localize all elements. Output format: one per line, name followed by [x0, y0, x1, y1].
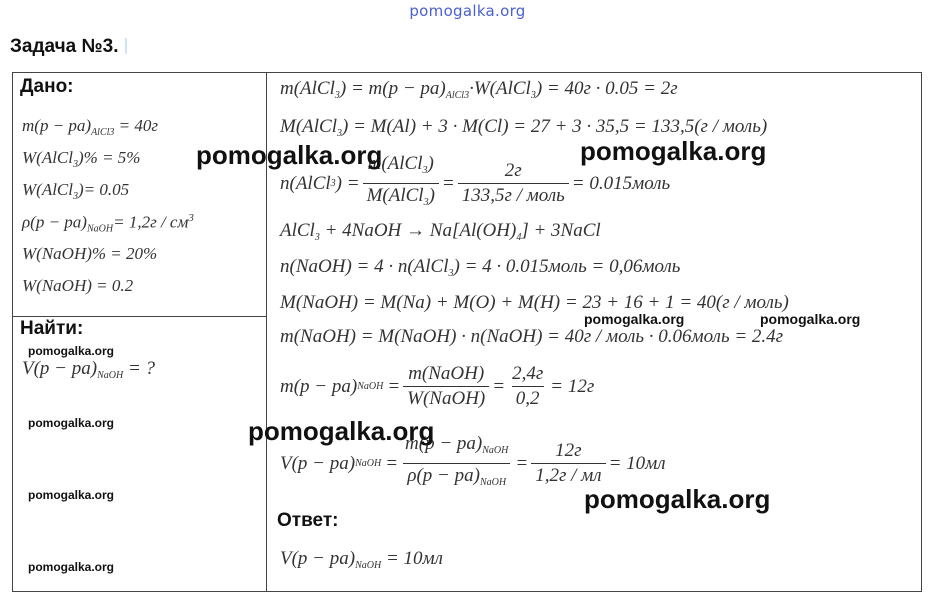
watermark: pomogalka.org [584, 484, 771, 514]
watermark: pomogalka.org [580, 136, 767, 166]
fraction-mass-values: $\frac{2,4г}{0,2}$ [512, 363, 544, 409]
find-volume: $V(p - pa)_{NaOH}$ = ? [22, 358, 156, 381]
given-w-percent: W(AlCl$_3$)% = 5% [22, 148, 141, 170]
sol-line-7: m(NaOH) = M(NaOH) · n(NaOH) = 40г / моль · 0.06моль = 2.4г [280, 326, 784, 347]
sol-line-3: n(AlCl 3 ) = $\frac{m(AlCl_3)}{M(AlCl_3)}$ = $\frac{2г}{\text{133,5г / моль}}$ = 0.015моль [280, 152, 670, 215]
sol-line-1: m(AlCl$_3$) = $m(p - pa)_{AlCl3}\cdot W(AlCl_3) = 40г \cdot 0.05 = 2г$ [280, 78, 678, 101]
site-header[interactable]: pomogalka.org [409, 2, 526, 20]
given-w-naoh-percent: W(NaOH)% = 20% [22, 244, 158, 263]
sol-line-9: V(p − pa) NaOH = $\frac{m(p - pa)_{NaOH}}{\rho(p - pa)_{NaOH}}$ = $\frac{12г}{1,2г / мл}$ = 10мл [280, 432, 666, 495]
watermark: pomogalka.org [248, 416, 435, 446]
watermark: pomogalka.org [28, 488, 115, 502]
watermark: pomogalka.org [28, 344, 115, 358]
answer-value: $V(p - pa)_{NaOH} = 10мл$ [280, 548, 443, 571]
watermark: pomogalka.org [196, 140, 383, 170]
sol-line-8: m(p − pa) NaOH = $\frac{\text{m(NaOH)}}{\text{W(NaOH)}}$ = $\frac{2,4г}{0,2}$ = 12г [280, 363, 595, 409]
sol-reaction: AlCl$_3$ + 4NaOH → $Na[Al(OH)_4]$ + 3NaCl [280, 220, 601, 243]
fraction-n-alcl3: $\frac{m(AlCl_3)}{M(AlCl_3)}$ [363, 152, 439, 215]
given-label: Дано: [20, 76, 74, 97]
watermark: pomogalka.org [28, 560, 115, 574]
text-cursor [125, 38, 127, 54]
given-density: $\rho(p - pa)_{NaOH}= 1,2г / см^3$ [22, 212, 194, 235]
sol-line-2: M(AlCl$_3$) = M(Al) + 3 · M(Cl) = 27 + 3 · 35,5 = 133,5(г / моль) [280, 116, 768, 139]
answer-label: Ответ: [277, 510, 339, 531]
fraction-volume: $\frac{m(p - pa)_{NaOH}}{\rho(p - pa)_{NaOH}}$ [401, 432, 512, 495]
find-label: Найти: [20, 318, 84, 339]
watermark: pomogalka.org [28, 416, 115, 430]
sol-line-6: M(NaOH) = M(Na) + M(O) + M(H) = 23 + 16 + 1 = 40(г / моль) [280, 292, 789, 313]
given-mass-solution: $m(p - pa)_{AlCl3} = 40г$ [22, 116, 159, 138]
given-w-naoh-fraction: W(NaOH) = 0.2 [22, 276, 134, 295]
watermark: pomogalka.org [760, 311, 861, 327]
sol-line-5: n(NaOH) = 4 · n(AlCl$_3$) = 4 · 0.015моль = 0,06моль [280, 256, 681, 279]
fraction-mass-solution: $\frac{\text{m(NaOH)}}{\text{W(NaOH)}}$ [403, 362, 489, 411]
problem-title: Задача №3. [10, 36, 127, 58]
given-w-fraction: W(AlCl$_3$)= 0.05 [22, 180, 130, 202]
fraction-n-alcl3-values: $\frac{2г}{\text{133,5г / моль}}$ [458, 159, 569, 208]
watermark: pomogalka.org [584, 311, 685, 327]
fraction-volume-values: $\frac{12г}{1,2г / мл}$ [531, 439, 605, 488]
